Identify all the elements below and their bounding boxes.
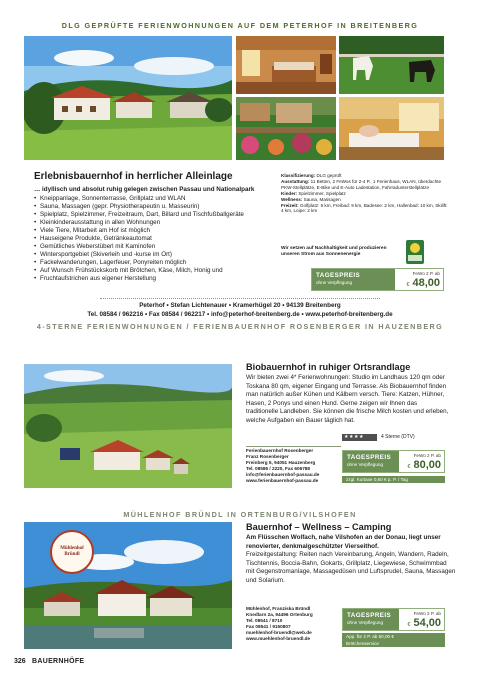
list-item: • Fackelwanderungen, Lagerfeuer, Ponyreiten möglich bbox=[34, 259, 279, 267]
tax-note: zzgl. Kurtaxe 0,60 € p. P. / Tag bbox=[342, 476, 445, 483]
footer-address: Peterhof • Stefan Lichtenauer • Kramerhügel 20 • 94139 Breitenberg bbox=[139, 302, 341, 309]
classification-info bbox=[281, 173, 449, 214]
star-rating: ★★★★ bbox=[342, 434, 377, 441]
sustainability-note: Wir setzen auf Nachhaltigkeit und produzieren unseren Strom aus Sonnenenergie bbox=[281, 246, 387, 257]
hauzenberg-photo bbox=[24, 364, 232, 488]
feature-list bbox=[34, 195, 279, 284]
apartment-note: App. für 2 P. ab 50,00 € bbox=[342, 633, 445, 640]
solar-badge-icon bbox=[406, 240, 424, 264]
section1-title: Erlebnisbauernhof in herrlicher Alleinlage bbox=[34, 171, 233, 182]
bedroom-photo bbox=[236, 36, 336, 94]
bread-service-note: Brötchenservice bbox=[342, 640, 445, 647]
list-item: • Gemütliches Weberstüberl mit Kaminofen bbox=[34, 243, 279, 251]
section2-title: Biobauernhof in ruhiger Ortsrandlage bbox=[246, 362, 411, 372]
list-item: • Wintersportgebiet (Skiverleih und -kurse im Ort) bbox=[34, 251, 279, 259]
list-item: • Sauna, Massagen (gepr. Physiotherapeutin u. Masseurin) bbox=[34, 203, 279, 211]
wellness-photo bbox=[339, 97, 444, 160]
list-item: • Viele Tiere, Mitarbeit am Hof ist möglich bbox=[34, 227, 279, 235]
section3-title: Bauernhof – Wellness – Camping bbox=[246, 522, 392, 532]
list-item: • Fruchtaufstrichen aus eigener Herstellung bbox=[34, 275, 279, 283]
list-item: • Hauseigene Produkte, Getränkeautomat bbox=[34, 235, 279, 243]
price-box-muehlenhof: TAGESPREIS ohne Verpflegung FeWo 2 P. ab € 54,00 bbox=[342, 608, 445, 631]
garden-photo bbox=[236, 97, 336, 160]
page-label: BAUERNHÖFE bbox=[32, 658, 85, 665]
info-line: Freizeit: Golfplatz: 5 km, Freibad: 9 km, Badesee: 2 km, Hallenbad: 10 km, Skilift: 4 km, Loipe: 2 km bbox=[281, 202, 448, 214]
farm-main-photo bbox=[24, 36, 232, 160]
footer-contact: Tel. 08584 / 962216 • Fax 08584 / 962217 • info@peterhof-breitenberg.de • www.peterhof-breitenberg.de bbox=[87, 311, 393, 318]
page-number: 326 bbox=[14, 658, 26, 665]
divider bbox=[246, 446, 341, 447]
section3-heading: MÜHLENHOF BRÜNDL IN ORTENBURG/VILSHOFEN bbox=[123, 510, 357, 519]
info-line: Ausstattung: 11 Betten, 2 FeWos für 2-4 P., 1 Ferienhaus, WLAN, überdachte PKW-Stellplätze, E-Bike und E-Auto Ladestation, Fahrradunterstellplätze bbox=[281, 178, 442, 190]
info-line: Wellness: Sauna, Massagen bbox=[281, 196, 341, 202]
section3-text: Freizeitgestaltung: Reiten nach Vereinbarung, Angeln, Wandern, Radeln, Tischtennis, Boccia-Bahn, Gokarts, Grillplatz, Liegewiese, Schwimmbad mit Gegenstromanlage, Massagedüsen und Luftsprudel, Sauna, Massagen und Solarium. bbox=[246, 551, 456, 584]
section1-heading: DLG GEPRÜFTE FERIENWOHNUNGEN AUF DEM PETERHOF IN BREITENBERG bbox=[61, 21, 419, 30]
muehlenhof-contact: Mühlenhof, Franziska Bründl Knedlarn 2a, 94496 Ortenburg Tel. 08541 / 8710 Fax 08541 / 9150807 muehlenhof-bruendl@web.de www.muehlenhof-bruendl.de bbox=[246, 606, 313, 642]
list-item: • Auf Wunsch Frühstückskorb mit Brötchen, Käse, Milch, Honig und bbox=[34, 267, 279, 275]
list-item: • Kleinkinderausstattung in allen Wohnungen bbox=[34, 219, 279, 227]
rosenberger-contact: Ferienbauernhof Rosenberger Franz Rosenberger Freinberg 5, 94051 Hauzenberg Tel. 08586 / 2220, Fax 606788 info@ferienbauernhof-passau.de www.ferienbauernhof-passau.de bbox=[246, 448, 320, 484]
section3-subtitle: Am Flüsschen Wolfach, nahe Vilshofen an der Donau, liegt unser renovierter, denkmalgeschützter Vierseithof. bbox=[246, 534, 441, 550]
price-box-rosenberger: TAGESPREIS ohne Verpflegung FeWo 2 P. ab € 80,00 bbox=[342, 450, 445, 473]
list-item: • Kneippanlage, Sonnenterrasse, Grillplatz und WLAN bbox=[34, 195, 279, 203]
star-rating-label: 4 Sterne (DTV) bbox=[381, 434, 415, 440]
divider bbox=[100, 298, 380, 299]
info-line: Klassifizierung: DLG geprüft bbox=[281, 173, 342, 178]
section2-heading: 4-STERNE FERIENWOHNUNGEN / FERIENBAUERNHOF ROSENBERGER IN HAUZENBERG bbox=[36, 322, 444, 331]
list-item: • Spielplatz, Spielzimmer, Freizeitraum, Dart, Billard und Tischfußballgeräte bbox=[34, 211, 279, 219]
section1-intro: … idyllisch und absolut ruhig gelegen zwischen Passau und Nationalpark bbox=[34, 186, 255, 193]
price-box-peterhof: TAGESPREIS ohne Verpflegung FeWo 2 P. ab € 48,00 bbox=[311, 268, 444, 291]
info-line: Kinder: Spielzimmer, Spielplatz bbox=[281, 190, 346, 196]
horses-photo bbox=[339, 36, 444, 94]
muehlenhof-logo: Mühlenhof Bründl bbox=[50, 530, 94, 574]
section2-text: Wir bieten zwei 4* Ferienwohnungen: Studio im Landhaus 120 qm oder Toskana 80 qm, eigener Eingang und Terrasse. Als Biobauernhof finden man natürlich außer Kühen und Kälbern versch. Tiere: Katzen, Hühner, Hasen, 2 Ponys und einen Hund. Gerne zeigen wir Ihnen das traditionelle Landleben. Sie können die frische Milch kosten und erleben, welche Aufgaben ein Bauer täglich hat. bbox=[246, 374, 449, 424]
